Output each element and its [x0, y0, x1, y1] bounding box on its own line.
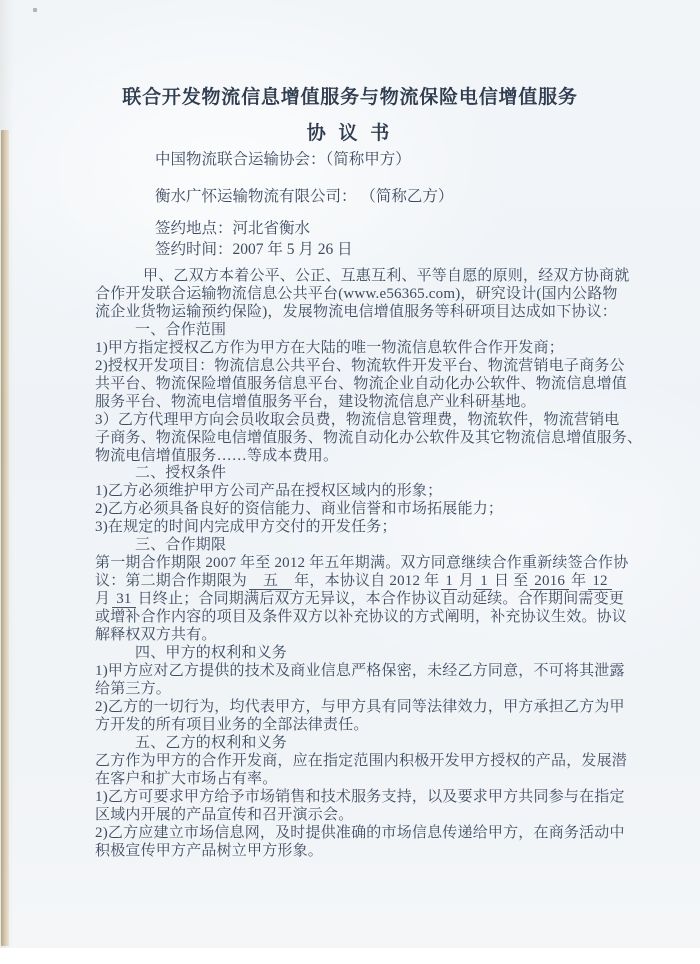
- text-segment: 2)乙方应建立市场信息网，及时提供准确的市场信息传递给甲方，在商务活动中: [95, 824, 625, 841]
- body-line: [95, 555, 629, 573]
- body-line: [95, 501, 620, 519]
- filled-blank: 2016: [530, 573, 569, 590]
- text-segment: 1)甲方指定授权乙方作为甲方在大陆的唯一物流信息软件合作开发商；: [95, 339, 564, 356]
- text-segment: 月: [95, 591, 111, 608]
- text-segment: 乙方作为甲方的合作开发商，应在指定范围内积极开发甲方授权的产品，发展潜: [95, 752, 628, 769]
- document-title-line1: 联合开发物流信息增值服务与物流保险电信增值服务: [122, 87, 578, 108]
- body-line: [95, 483, 620, 501]
- text-segment: 物流电信增值服务……等成本费用。: [95, 447, 339, 464]
- text-segment: 四、甲方的权利和义务: [135, 645, 288, 662]
- binding-edge-strip: [1, 130, 9, 946]
- filled-blank: 1: [476, 573, 492, 590]
- document-title-line2: 协 议 书: [306, 123, 394, 144]
- body-line: [95, 573, 620, 591]
- body-line: [95, 843, 620, 861]
- body-line: [95, 609, 628, 627]
- body-line: [95, 429, 643, 448]
- text-segment: 1)甲方应对乙方提供的技术及商业信息严格保密，未经乙方同意，不可将其泄露: [95, 662, 625, 679]
- filled-blank: 12: [588, 573, 611, 590]
- text-segment: 2)授权开发项目：物流信息公共平台、物流软件开发平台、物流营销电子商务公: [95, 357, 625, 374]
- body-text: [95, 268, 643, 860]
- body-line: [95, 412, 620, 430]
- text-segment: 给第三方。: [95, 680, 172, 697]
- text-segment: 1)乙方必须维护甲方公司产品在授权区域内的形象；: [95, 483, 443, 500]
- text-segment: 五、乙方的权利和义务: [135, 734, 288, 751]
- text-segment: 日 至: [493, 573, 529, 590]
- filled-blank: 五: [249, 573, 292, 590]
- body-line: [95, 735, 620, 753]
- body-line: [95, 698, 625, 717]
- text-segment: 在客户和扩大市场占有率。: [95, 770, 278, 787]
- body-line: [95, 807, 620, 825]
- text-segment: 积极宣传甲方产品树立甲方形象。: [95, 842, 324, 859]
- body-line: [95, 752, 628, 771]
- body-line: [95, 268, 630, 286]
- filled-blank: 1: [441, 573, 457, 590]
- text-segment: 或增补合作内容的项目及条件双方以补充协议的方式阐明，补充协议生效。协议: [95, 609, 628, 626]
- body-line: [95, 717, 620, 735]
- body-line: [95, 645, 620, 663]
- party-b-line: 衡水广怀运输物流有限公司： （简称乙方）: [155, 188, 454, 205]
- body-line: [95, 519, 620, 537]
- filled-blank: 31: [112, 591, 135, 608]
- body-line: [95, 662, 625, 681]
- body-line: [95, 788, 625, 807]
- body-line: [95, 465, 620, 483]
- text-segment: 月: [459, 573, 475, 590]
- body-line: [95, 375, 628, 394]
- scan-speck: [33, 8, 37, 12]
- signing-time-line: 签约时间：2007 年 5 月 26 日: [155, 241, 353, 258]
- body-line: [95, 304, 620, 322]
- text-segment: 甲、乙双方本着公平、公正、互惠互利、平等自愿的原则，经双方协商就: [143, 268, 630, 284]
- text-segment: 流企业货物运输预约保险)，发展物流电信增值服务等科研项目达成如下协议：: [95, 303, 617, 320]
- body-line: [95, 627, 620, 645]
- body-line: [95, 286, 620, 304]
- body-line: [95, 771, 620, 789]
- text-segment: 共平台、物流保险增值服务信息平台、物流企业自动化办公软件、物流信息增值: [95, 375, 628, 392]
- body-line: [95, 357, 625, 376]
- body-line: [95, 824, 625, 843]
- body-line: [95, 681, 620, 699]
- text-segment: 二、授权条件: [135, 465, 227, 482]
- text-segment: 3）乙方代理甲方向会员收取会员费，物流信息管理费，物流软件，物流营销电: [95, 411, 620, 428]
- body-line: [95, 448, 620, 466]
- party-a-line: 中国物流联合运输协会：（简称甲方）: [155, 151, 411, 168]
- body-line: [95, 322, 620, 340]
- body-line: [95, 340, 620, 358]
- text-segment: 1)乙方可要求甲方给予市场销售和技术服务支持，以及要求甲方共同参与在指定: [95, 788, 625, 805]
- text-segment: 解释权双方共有。: [95, 627, 217, 644]
- text-segment: 3)在规定的时间内完成甲方交付的开发任务；: [95, 519, 397, 536]
- text-segment: 2)乙方的一切行为，均代表甲方，与甲方具有同等法律效力，甲方承担乙方为甲: [95, 698, 625, 715]
- text-segment: 一、合作范围: [135, 321, 227, 338]
- text-segment: 区域内开展的产品宣传和召开演示会。: [95, 806, 354, 823]
- signing-place-line: 签约地点：河北省衡水: [155, 220, 311, 237]
- body-line: [95, 394, 620, 412]
- body-line: [95, 591, 625, 609]
- text-segment: 年: [571, 573, 587, 590]
- text-segment: 方开发的所有项目业务的全部法律责任。: [95, 716, 369, 733]
- text-segment: 三、合作期限: [135, 537, 227, 554]
- text-segment: 子商务、物流保险电信增值服务、物流自动化办公软件及其它物流信息增值服务、: [95, 429, 643, 446]
- text-segment: 议：第二期合作期限为: [95, 573, 248, 590]
- text-segment: 服务平台、物流电信增值服务平台，建设物流信息产业科研基地。: [95, 393, 536, 410]
- text-segment: 第一期合作期限 2007 年至 2012 年五年期满。双方同意继续合作重新续签合作协: [95, 555, 629, 572]
- text-segment: 2)乙方必须具备良好的资信能力、商业信誉和市场拓展能力；: [95, 501, 504, 518]
- text-segment: 年，本协议自 2012 年: [294, 573, 440, 590]
- text-segment: 合作开发联合运输物流信息公共平台(www.e56365.com)，研究设计(国内公路物: [95, 285, 618, 302]
- body-line: [95, 537, 620, 555]
- text-segment: 日终止；合同期满后双方无异议，本合作协议自动延续。合作期间需变更: [137, 591, 625, 608]
